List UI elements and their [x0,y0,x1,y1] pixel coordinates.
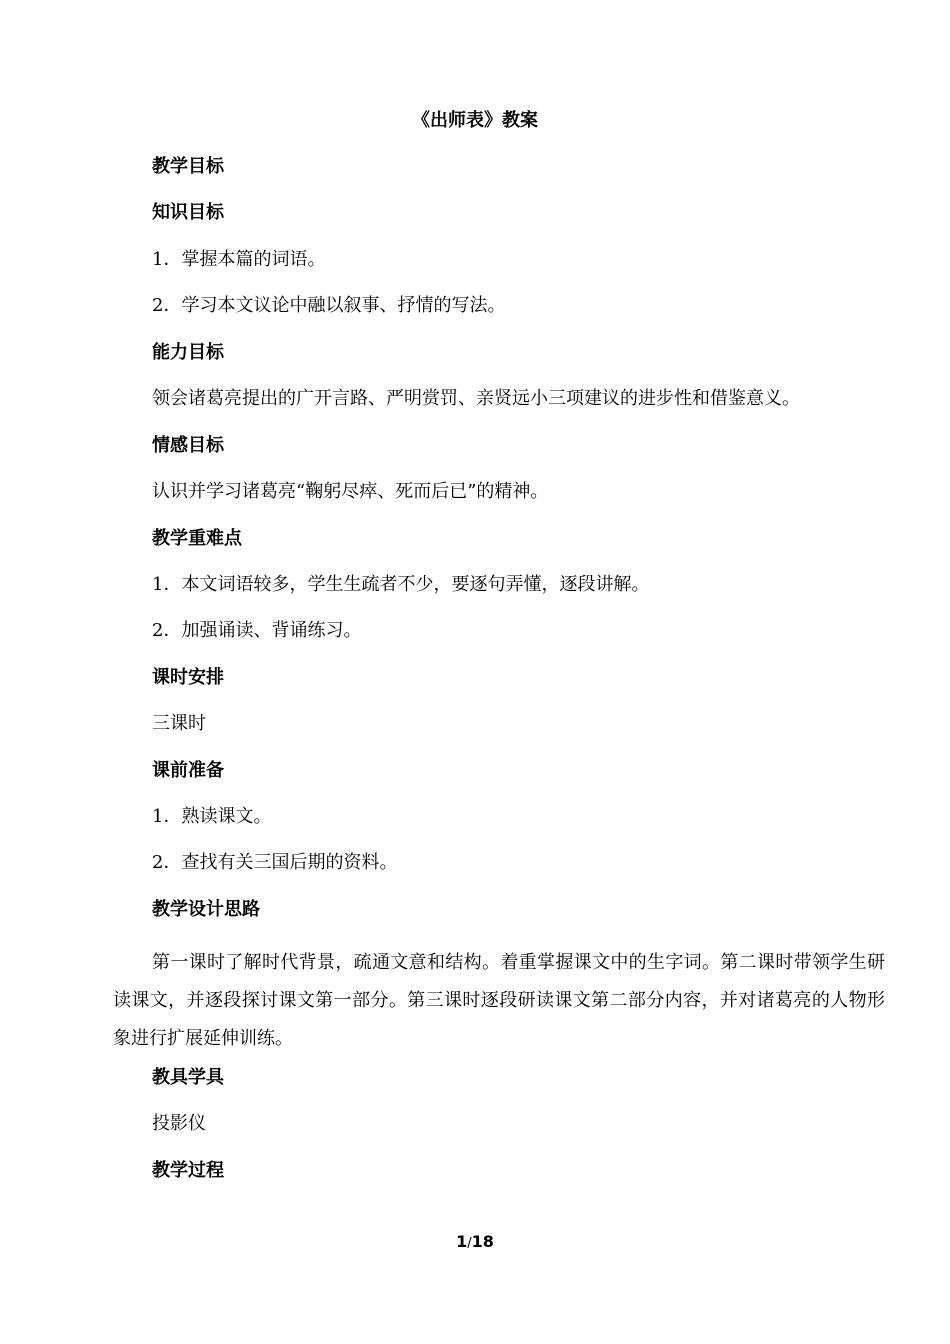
heading-knowledge-goals: 知识目标 [152,202,224,223]
heading-design: 教学设计思路 [152,899,260,920]
heading-schedule: 课时安排 [152,667,224,688]
document-title: 《出师表》教案 [412,110,538,131]
page-number [0,1232,950,1254]
schedule-text: 三课时 [152,713,206,734]
page-total: 18 [471,1232,494,1251]
page-separator: / [467,1236,472,1251]
prep-item-2: 2．查找有关三国后期的资料。 [152,852,398,873]
heading-process: 教学过程 [152,1160,224,1181]
heading-key-points: 教学重难点 [152,528,242,549]
heading-preparation: 课前准备 [152,760,224,781]
prep-item-1: 1．熟读课文。 [152,806,272,827]
key-point-2: 2．加强诵读、背诵练习。 [152,620,362,641]
knowledge-item-2: 2．学习本文议论中融以叙事、抒情的写法。 [152,295,506,316]
heading-tools: 教具学具 [152,1067,224,1088]
emotion-item-1: 认识并学习诸葛亮“鞠躬尽瘁、死而后已”的精神。 [152,481,549,502]
heading-ability-goals: 能力目标 [152,342,224,363]
page-current: 1 [456,1232,468,1251]
key-point-1: 1．本文词语较多，学生生疏者不少，要逐句弄懂，逐段讲解。 [152,574,650,595]
knowledge-item-1: 1．掌握本篇的词语。 [152,249,326,270]
heading-emotion-goals: 情感目标 [152,435,224,456]
tools-text: 投影仪 [152,1113,206,1134]
ability-item-1: 领会诸葛亮提出的广开言路、严明赏罚、亲贤远小三项建议的进步性和借鉴意义。 [152,388,800,409]
heading-teaching-goals: 教学目标 [152,156,224,177]
design-paragraph: 第一课时了解时代背景，疏通文意和结构。着重掌握课文中的生字词。第二课时带领学生研读课文，并逐段探讨课文第一部分。第三课时逐段研读课文第二部分内容，并对诸葛亮的人物形象进行扩展延伸训练。 [113,952,885,1049]
